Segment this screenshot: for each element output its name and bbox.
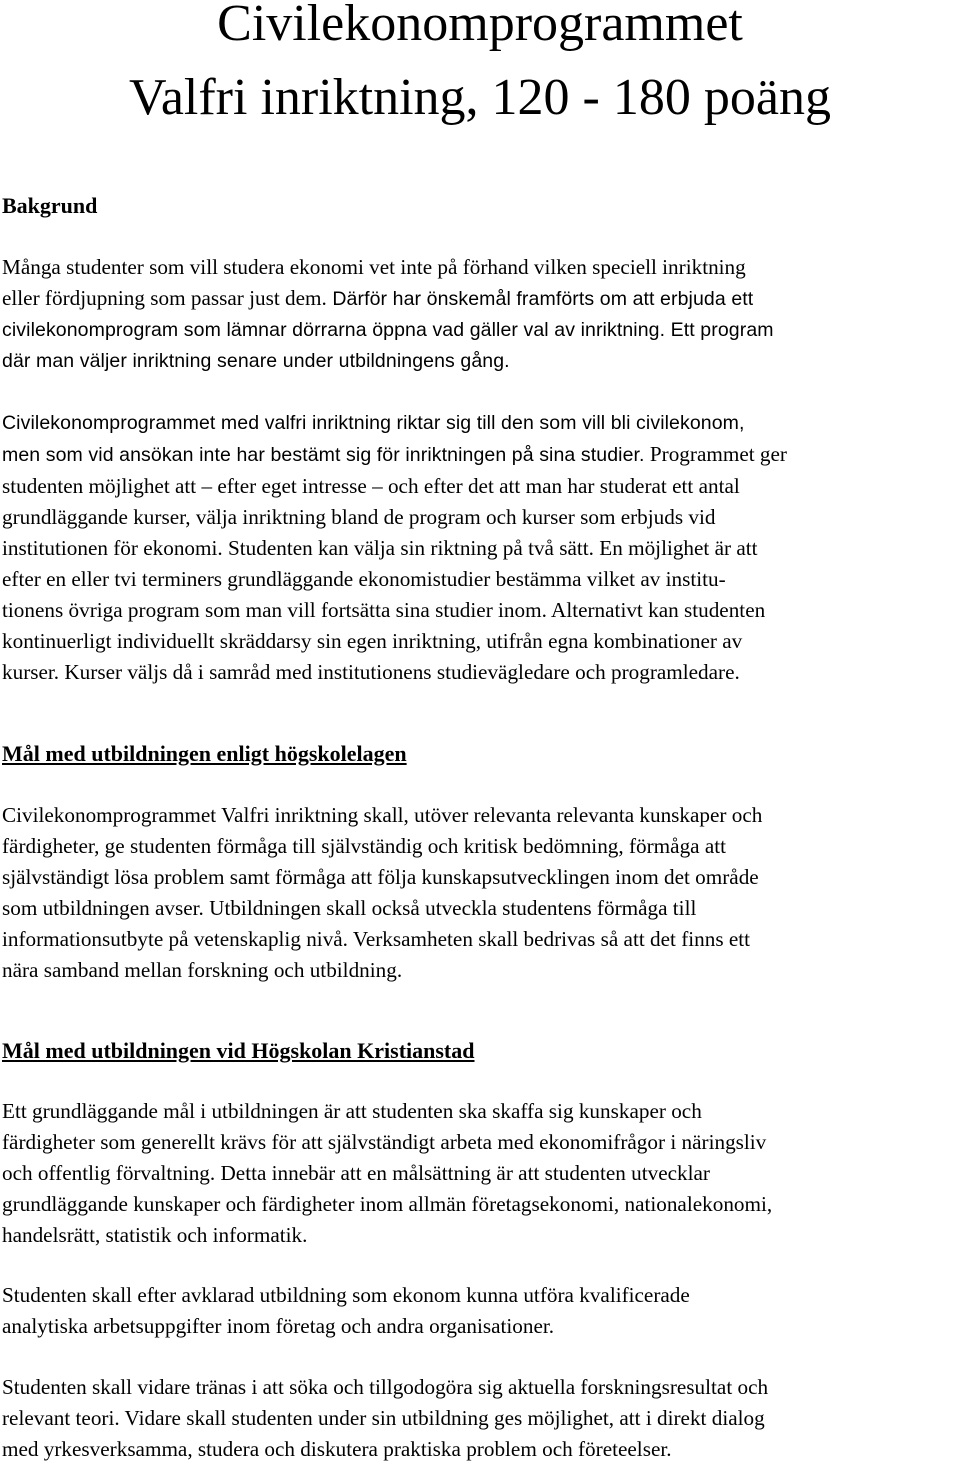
- text-line: som utbildningen avser. Utbildningen skall också utveckla studentens förmåga till: [2, 896, 697, 920]
- text-line: informationsutbyte på vetenskaplig nivå. Verksamheten skall bedrivas så att det finns ett: [2, 927, 751, 951]
- text-line: med yrkesverksamma, studera och diskutera praktiska problem och företeelser.: [2, 1437, 672, 1461]
- text-line: färdigheter som generellt krävs för att självständigt arbeta med ekonomifrågor i näringsliv: [2, 1130, 767, 1154]
- text-line: färdigheter, ge studenten förmåga till självständig och kritisk bedömning, förmåga att: [2, 834, 727, 858]
- text-line: Civilekonomprogrammet Valfri inriktning skall, utöver relevanta relevanta kunskaper och: [2, 803, 763, 827]
- text-line: kurser. Kurser väljs då i samråd med institutionens studievägledare och programledare.: [2, 660, 740, 684]
- text-line: Studenten skall vidare tränas i att söka och tillgodogöra sig aktuella forskningsresultat och: [2, 1375, 769, 1399]
- text-line: eller fördjupning som passar just dem. Därför har önskemål framförts om att erbjuda ett: [2, 286, 754, 310]
- text-line: institutionen för ekonomi. Studenten kan välja sin riktning på två sätt. En möjlighet är att: [2, 536, 758, 560]
- text-line: kontinuerligt individuellt skräddarsy sin egen inriktning, utifrån egna kombinationer av: [2, 629, 743, 653]
- text-line: Civilekonomprogrammet med valfri inriktning riktar sig till den som vill bli civilekonom,: [2, 412, 745, 434]
- text-line: självständigt lösa problem samt förmåga att följa kunskapsutvecklingen inom det område: [2, 865, 759, 889]
- text-line: civilekonomprogram som lämnar dörrarna öppna vad gäller val av inriktning. Ett program: [2, 319, 774, 341]
- text-line: Ett grundläggande mål i utbildningen är att studenten ska skaffa sig kunskaper och: [2, 1099, 702, 1123]
- text-line: analytiska arbetsuppgifter inom företag och andra organisationer.: [2, 1314, 555, 1338]
- section-heading-mal-hogskolelagen: Mål med utbildningen enligt högskolelagen: [2, 741, 407, 766]
- text-line: där man väljer inriktning senare under utbildningens gång.: [2, 350, 510, 372]
- text-line: grundläggande kurser, välja inriktning bland de program och kurser som erbjuds vid: [2, 505, 716, 529]
- text-line: nära samband mellan forskning och utbildning.: [2, 958, 403, 982]
- paragraph-mal-hogskolelagen: [2, 800, 958, 986]
- text-line: handelsrätt, statistik och informatik.: [2, 1223, 308, 1247]
- paragraph-mal-hkr-1: [2, 1096, 958, 1251]
- text-line: Många studenter som vill studera ekonomi vet inte på förhand vilken speciell inriktning: [2, 255, 746, 279]
- section-heading-bakgrund: Bakgrund: [2, 193, 98, 218]
- text-line: Studenten skall efter avklarad utbildning som ekonom kunna utföra kvalificerade: [2, 1283, 690, 1307]
- text-line: relevant teori. Vidare skall studenten under sin utbildning ges möjlighet, att i direkt dialog: [2, 1406, 765, 1430]
- text-line: studenten möjlighet att – efter eget intresse – och efter det att man har studerat ett antal: [2, 474, 740, 498]
- paragraph-mal-hkr-2: [2, 1280, 958, 1342]
- text-line: och offentlig förvaltning. Detta innebär att en målsättning är att studenten utvecklar: [2, 1161, 710, 1185]
- page-title-line-2: Valfri inriktning, 120 - 180 poäng: [129, 69, 831, 126]
- text-line: grundläggande kunskaper och färdigheter inom allmän företagsekonomi, nationalekonomi,: [2, 1192, 773, 1216]
- text-line: tionens övriga program som man vill fortsätta sina studier inom. Alternativt kan studenten: [2, 598, 766, 622]
- page-title-line-1: Civilekonomprogrammet: [217, 0, 743, 52]
- paragraph-bakgrund-2: [2, 408, 958, 688]
- paragraph-bakgrund-1: [2, 252, 958, 377]
- section-heading-mal-hogskolan-kristianstad: Mål med utbildningen vid Högskolan Kristianstad: [2, 1038, 475, 1063]
- text-line: men som vid ansökan inte har bestämt sig för inriktningen på sina studier. Programmet ger: [2, 442, 787, 466]
- text-line: efter en eller tvi terminers grundläggande ekonomistudier bestämma vilket av institu-: [2, 567, 726, 591]
- paragraph-mal-hkr-3: [2, 1372, 958, 1465]
